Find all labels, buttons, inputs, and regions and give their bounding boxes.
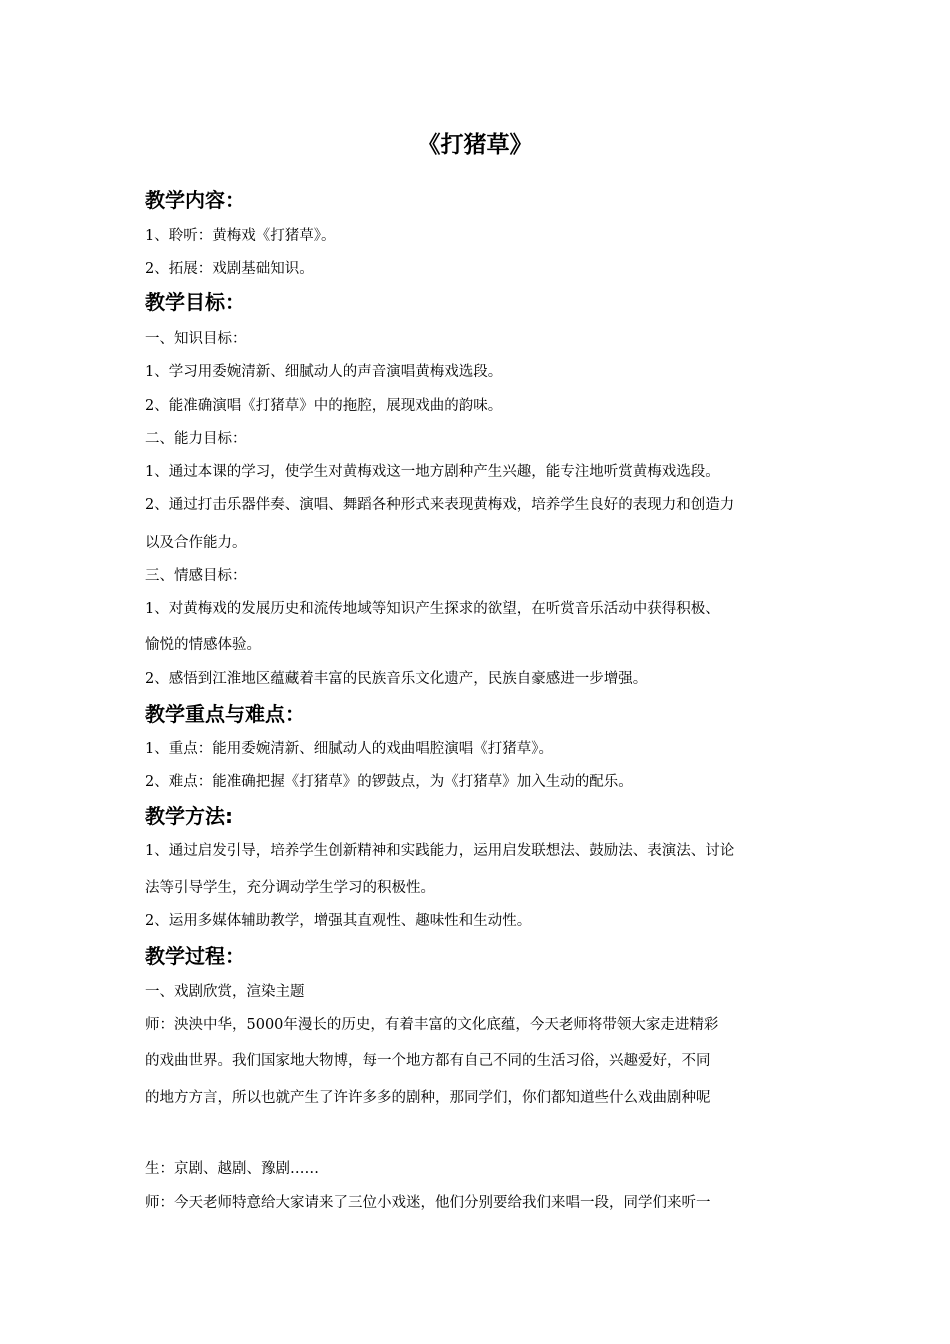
paragraph-line: 的地方方言，所以也就产生了许许多多的剧种，那同学们，你们都知道些什么戏曲剧种呢 (145, 1090, 711, 1106)
paragraph-line: 的戏曲世界。我们国家地大物博，每一个地方都有自己不同的生活习俗，兴趣爱好，不同 (145, 1053, 711, 1069)
paragraph-line: 三、情感目标： (145, 568, 247, 584)
paragraph-line: 2、能准确演唱《打猪草》中的拖腔，展现戏曲的韵味。 (145, 398, 503, 414)
paragraph-line: 1、对黄梅戏的发展历史和流传地域等知识产生探求的欲望，在听赏音乐活动中获得积极、 (145, 601, 720, 617)
section-heading-process: 教学过程： (145, 944, 245, 968)
paragraph-line: 2、通过打击乐器伴奏、演唱、舞蹈各种形式来表现黄梅戏，培养学生良好的表现力和创造力 (145, 497, 735, 513)
document-title: 《打猪草》 (417, 132, 533, 158)
paragraph-line: 2、难点：能准确把握《打猪草》的锣鼓点，为《打猪草》加入生动的配乐。 (145, 774, 633, 790)
paragraph-line: 以及合作能力。 (145, 535, 247, 551)
paragraph-line: 师：泱泱中华，5000年漫长的历史，有着丰富的文化底蕴，今天老师将带领大家走进精彩 (145, 1017, 719, 1033)
paragraph-line: 师：今天老师特意给大家请来了三位小戏迷，他们分别要给我们来唱一段，同学们来听一 (145, 1195, 711, 1211)
paragraph-line: 二、能力目标： (145, 431, 247, 447)
paragraph-line: 生：京剧、越剧、豫剧…… (145, 1161, 319, 1177)
section-heading-objectives: 教学目标： (145, 290, 245, 314)
paragraph-line: 1、学习用委婉清新、细腻动人的声音演唱黄梅戏选段。 (145, 364, 503, 380)
paragraph-line: 1、通过本课的学习，使学生对黄梅戏这一地方剧种产生兴趣，能专注地听赏黄梅戏选段。 (145, 464, 720, 480)
paragraph-line: 2、运用多媒体辅助教学，增强其直观性、趣味性和生动性。 (145, 913, 532, 929)
paragraph-line: 愉悦的情感体验。 (145, 637, 261, 653)
section-heading-methods: 教学方法: (145, 804, 233, 828)
paragraph-line: 1、通过启发引导，培养学生创新精神和实践能力，运用启发联想法、鼓励法、表演法、讨论 (145, 843, 735, 859)
paragraph-line: 2、拓展：戏剧基础知识。 (145, 261, 314, 277)
section-heading-content: 教学内容： (145, 188, 245, 212)
paragraph-line: 一、知识目标： (145, 331, 247, 347)
paragraph-line: 2、感悟到江淮地区蕴藏着丰富的民族音乐文化遗产，民族自豪感进一步增强。 (145, 671, 648, 687)
paragraph-line: 一、戏剧欣赏，渲染主题 (145, 984, 305, 1000)
paragraph-line: 法等引导学生，充分调动学生学习的积极性。 (145, 880, 435, 896)
paragraph-line: 1、聆听：黄梅戏《打猪草》。 (145, 228, 336, 244)
paragraph-line: 1、重点：能用委婉清新、细腻动人的戏曲唱腔演唱《打猪草》。 (145, 741, 553, 757)
section-heading-key-points: 教学重点与难点： (145, 702, 305, 726)
